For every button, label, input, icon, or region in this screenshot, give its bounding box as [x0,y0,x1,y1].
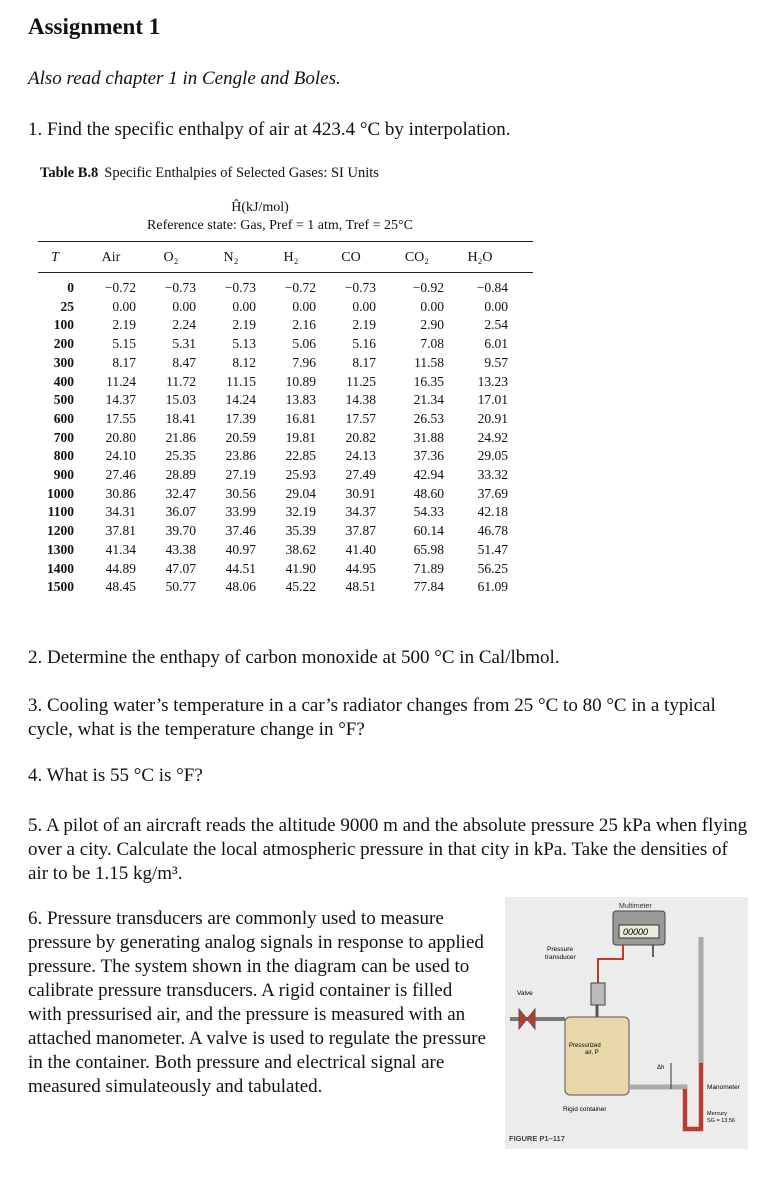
table-cell: 61.09 [477,579,508,595]
delta-h-label: Δh [657,1065,665,1071]
table-cell: 8.17 [352,354,376,370]
table-cell: 0.00 [420,298,444,314]
pressurized-label: Pressurized air, P [569,1043,601,1056]
table-cell: 25.93 [285,467,316,482]
table-row-temperature: 0 [67,280,74,295]
table-cell: 42.94 [413,467,444,482]
table-cell: 11.58 [414,354,444,370]
table-cell: 21.34 [413,392,444,408]
table-cell: 2.16 [292,317,316,333]
table-cell: 2.24 [172,317,196,333]
table-cell: 65.98 [413,541,444,557]
table-row-temperature: 900 [53,467,74,482]
table-cell: 17.55 [105,410,136,426]
table-row-temperature: 700 [53,429,74,445]
table-cell: 5.31 [172,336,196,352]
table-row-temperature: 300 [53,354,74,370]
table-cell: 20.80 [105,429,136,445]
table-cell: 23.86 [225,448,256,464]
table-cell: 13.23 [477,373,508,389]
table-cell: 31.88 [413,429,444,445]
table-cell: 30.91 [345,485,376,501]
table-cell: 29.05 [477,448,508,464]
transducer-label: Pressure transducer [545,946,576,961]
table-header-cell: H₂ [283,250,299,265]
table-cell: 17.01 [477,392,508,408]
table-cell: 2.19 [352,317,376,333]
table-cell: 20.82 [345,429,376,445]
table-cell: 56.25 [477,560,508,576]
table-cell: 11.25 [346,373,376,389]
table-row-temperature: 1000 [47,485,74,501]
manometer-label: Manometer [707,1084,740,1091]
table-cell: 44.51 [225,560,256,576]
table-cell: 34.37 [345,504,376,520]
table-cell: 21.86 [165,429,196,445]
table-cell: 37.69 [477,485,508,501]
table-cell: 77.84 [413,579,444,595]
table-cell: 11.24 [106,373,136,389]
table-header-cell: T [51,250,59,265]
table-cell: 0.00 [352,298,376,314]
table-cell: 37.81 [105,523,136,539]
table-row-temperature: 400 [53,373,74,389]
question-4: 4. What is 55 °C is °F? [28,765,203,786]
table-cell: 32.19 [285,504,316,520]
table-cell: 8.17 [112,354,136,370]
valve-label: Valve [517,990,533,997]
table-header-cell: Air [101,250,121,265]
table-cell: 28.89 [165,467,196,482]
table-row-temperature: 1100 [47,504,74,520]
table-cell: 15.03 [165,392,196,408]
table-row-temperature: 1200 [47,523,74,539]
table-cell: 48.45 [105,579,136,595]
table-cell: 5.06 [292,336,316,352]
table-cell: 14.38 [345,392,376,408]
question-1: 1. Find the specific enthalpy of air at 423.4 °C by interpolation. [28,119,511,140]
table-cell: 29.04 [285,485,316,501]
table-cell: −0.73 [164,280,196,295]
table-cell: 38.62 [285,541,316,557]
table-cell: 47.07 [165,560,196,576]
table-cell: 39.70 [165,523,196,539]
table-cell: −0.92 [412,280,444,295]
table-cell: −0.72 [104,280,136,295]
multimeter-display-text: 00000 [623,927,649,937]
table-row-temperature: 1400 [47,560,74,576]
valve-icon [519,1009,535,1029]
table-cell: 30.56 [225,485,256,501]
question-6: 6. Pressure transducers are commonly used to measure pressure by generating analog signals in response to applied pressure. The system shown in the diagram can be used to calibrate pressure transducers. A rigid container is filled with pressurised air, and the pressure is measured with an attached manometer. A valve is used to regulate the pressure in the container. Both pressure and electrical signal are measured simulateously and tabulated. [28,908,486,1097]
table-cell: 8.12 [232,354,256,370]
table-cell: 5.16 [352,336,376,352]
table-cell: 2.54 [484,317,508,333]
table-cell: 20.91 [477,410,508,426]
table-cell: 0.00 [484,298,508,314]
table-cell: 22.85 [285,448,316,464]
table-cell: 0.00 [112,298,136,314]
table-cell: 17.39 [225,410,256,426]
table-cell: 48.06 [225,579,256,595]
table-caption-label: Table B.8 [40,165,99,181]
table-cell: 50.77 [165,579,196,595]
table-cell: 5.15 [112,336,136,352]
intro-note: Also read chapter 1 in Cengle and Boles. [28,68,341,89]
table-cell: 37.46 [225,523,256,539]
table-cell: 0.00 [172,298,196,314]
table-cell: 16.35 [413,373,444,389]
table-header-cell: CO₂ [404,250,430,265]
table-cell: 2.19 [232,317,256,333]
table-cell: 25.35 [165,448,196,464]
table-cell: 42.18 [477,504,508,520]
table-header-cell: O₂ [163,250,179,265]
table-cell: 54.33 [413,504,444,520]
table-cell: 27.46 [105,467,136,482]
calibration-figure [505,897,748,1149]
table-cell: 24.92 [477,429,508,445]
table-cell: 30.86 [105,485,136,501]
table-cell: 20.59 [225,429,256,445]
table-row-temperature: 800 [53,448,74,464]
table-header-cell: N₂ [223,250,239,265]
table-cell: 19.81 [285,429,316,445]
table-cell: 14.37 [105,392,136,408]
table-cell: 34.31 [105,504,136,520]
table-cell: 36.07 [165,504,196,520]
table-cell: 17.57 [345,410,376,426]
container-label: Rigid container [563,1106,607,1113]
rigid-container [565,1017,629,1095]
table-cell: 16.81 [285,410,316,426]
table-cell: 9.57 [484,354,508,370]
table-cell: 0.00 [232,298,256,314]
table-cell: 24.13 [345,448,376,464]
table-row-temperature: 200 [53,336,74,352]
table-row-temperature: 25 [60,298,74,314]
table-header-cell: CO [341,250,361,265]
table-cell: −0.72 [284,280,316,295]
table-cell: 11.72 [166,373,196,389]
table-cell: 18.41 [165,410,196,426]
table-cell: 27.49 [345,467,376,482]
table-cell: 44.95 [345,560,376,576]
question-3: 3. Cooling water’s temperature in a car’s radiator changes from 25 °C to 80 °C in a typical cycle, what is the temperature change in °F? [28,695,716,740]
table-cell: 60.14 [413,523,444,539]
manometer-tube [629,937,701,1129]
wire-red [598,945,623,985]
table-row-temperature: 600 [53,410,74,426]
table-cell: 43.38 [165,541,196,557]
table-cell: 32.47 [165,485,196,501]
table-cell: 48.51 [345,579,376,595]
question-5: 5. A pilot of an aircraft reads the altitude 9000 m and the absolute pressure 25 kPa when flying over a city. Calculate the local atmospheric pressure in that city in kPa. Take the densities of air to be 1.15 kg/m³. [28,815,748,884]
table-cell: 11.15 [226,373,256,389]
transducer [591,983,605,1005]
table-top-rule [38,241,533,242]
table-cell: 10.89 [285,373,316,389]
mercury-label: Mercury SG = 13.56 [707,1111,735,1124]
table-cell: 45.22 [285,579,316,595]
table-cell: 27.19 [225,467,256,482]
page-title: Assignment 1 [28,14,161,39]
table-cell: 35.39 [285,523,316,539]
table-cell: 33.32 [477,467,508,482]
figure-caption: FIGURE P1–117 [509,1134,565,1143]
table-cell: 40.97 [225,541,256,557]
table-cell: 37.36 [413,448,444,464]
table-cell: −0.73 [344,280,376,295]
table-cell: 26.53 [413,410,444,426]
table-cell: 0.00 [292,298,316,314]
table-caption [40,165,379,182]
table-cell: 41.40 [345,541,376,557]
table-header-rule [38,272,533,273]
table-reference-state: Reference state: Gas, Pref = 1 atm, Tref = 25°C [147,218,413,233]
table-cell: 24.10 [105,448,136,464]
table-header-cell: H₂O [467,250,493,265]
table-cell: 51.47 [477,541,508,557]
table-row-temperature: 500 [53,392,74,408]
figure-diagram [505,897,748,1149]
table-cell: 2.19 [112,317,136,333]
question-2: 2. Determine the enthapy of carbon monoxide at 500 °C in Cal/lbmol. [28,647,560,668]
table-cell: 46.78 [477,523,508,539]
table-cell: 41.34 [105,541,136,557]
table-cell: 14.24 [225,392,256,408]
table-caption-text: Specific Enthalpies of Selected Gases: SI Units [104,165,379,181]
table-cell: 13.83 [285,392,316,408]
table-cell: 37.87 [345,523,376,539]
table-cell: 8.47 [172,354,196,370]
table-cell: 48.60 [413,485,444,501]
table-cell: 7.08 [420,336,444,352]
multimeter-label: Multimeter [619,903,652,910]
table-row-temperature: 1500 [47,579,74,595]
table-cell: −0.73 [224,280,256,295]
table-cell: 33.99 [225,504,256,520]
table-cell: 71.89 [413,560,444,576]
table-unit: Ĥ(kJ/mol) [231,200,289,215]
table-cell: 44.89 [105,560,136,576]
table-cell: 2.90 [420,317,444,333]
table-row-temperature: 100 [53,317,74,333]
table-cell: 5.13 [232,336,256,352]
table-cell: 41.90 [285,560,316,576]
table-cell: 6.01 [484,336,508,352]
table-cell: −0.84 [476,280,508,295]
table-cell: 7.96 [292,354,316,370]
table-row-temperature: 1300 [47,541,74,557]
